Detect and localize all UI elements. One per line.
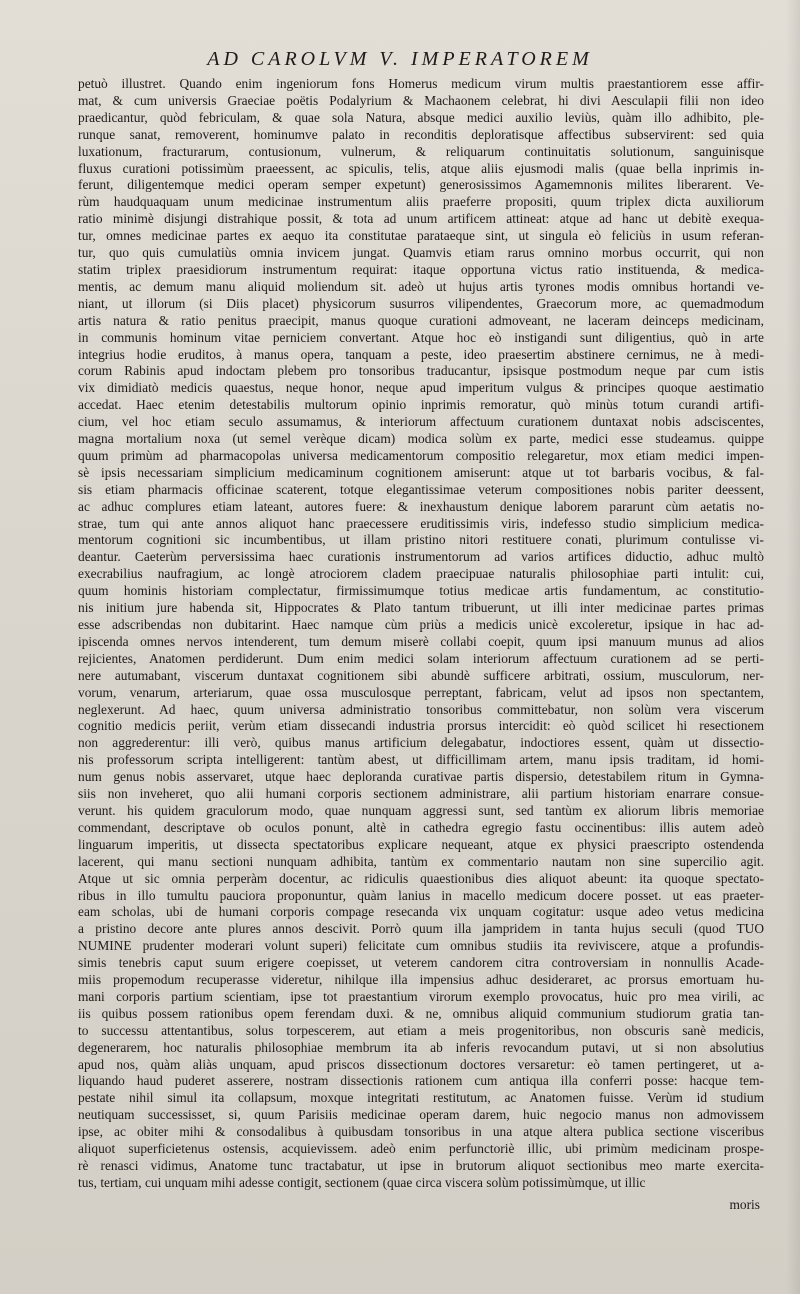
text-line: cognitio medicis periit, verùm etiam dissecandi industria prorsus intercidit: eò quòd scilicet hi resectionem (78, 718, 764, 734)
text-line: NUMINE prudenter moderari volunt superi) felicitate cum omnibus studiis ita reviviscere, atque a profundis- (78, 938, 764, 954)
text-line: praedicantur, quòd febriculam, & quae sola Natura, absque medici auxilio leviùs, quàm illo adhibito, ple- (78, 109, 764, 125)
text-line: ipse, ac obiter mihi & consodalibus à quibusdam tonsoribus in una atque altera publica sectione visceribus (78, 1124, 764, 1140)
text-line: ratio minimè disjungi distrahique possit, & tota ad unum artificem attineat: atque ad hanc ut debitè exequa- (78, 211, 764, 227)
text-line: aliquot superficietenus ostensis, acquievissem. adeò enim perfunctoriè illic, ubi primùm medicinam prospe- (78, 1141, 764, 1157)
text-line: magna mortalium noxa (ut semel verèque dicam) modica solùm ex parte, medici esse studeamus. quippe (78, 431, 764, 447)
text-line: verunt. his quidem graculorum modo, quae nunquam aggressi sunt, sed tantùm ex aliorum libris memoriae (78, 802, 764, 818)
text-line: lacerent, qui manu sectioni nunquam adhibita, tantùm ex commentario nautam non sine supercilio agit. (78, 853, 764, 869)
running-head: AD CAROLVM V. IMPERATOREM (207, 48, 593, 70)
text-line: nis professorum scripta intelligerent: tantùm abest, ut difficillimam artem, manu ipsis traditam, id homi- (78, 752, 764, 768)
text-line: vix dimidiatò medicis quaestus, neque honor, neque apud imperitum vulgus & principes quoque aestimatio (78, 380, 764, 396)
text-line: corum Rabinis apud indoctam plebem pro tonsoribus traducantur, ipsisque postmodum neque par cum istis (78, 363, 764, 379)
text-line: rùm haudquaquam unum medicinae instrumentum aliis praeferre propositi, quum triplex dicta auxiliorum (78, 194, 764, 210)
text-line: sis etiam pharmacis officinae scaterent, totque elegantissimae veterum compositiones nobis pariter deessent, (78, 481, 764, 497)
text-line: eam scholas, ubi de humani corporis compage resecanda vix unquam cogitatur: usque adeo vetus medicina (78, 904, 764, 920)
text-line: nis initium jure habenda sit, Hippocrates & Plato tantum tribuerunt, ut illi inter medicinae partes primas (78, 600, 764, 616)
text-line: mentis, ac demum manu aliquid moliendum sit. adeò ut hujus artis tyrones modis omnibus hortandi ve- (78, 278, 764, 294)
text-line: vorum, venarum, arteriarum, quae ossa musculosque perreptant, fabricam, velut ad ipsos non spectantem, (78, 684, 764, 700)
text-line: rè renasci vidimus, Anatome tunc tractabatur, ut ipse in brutorum aliquot sectionibus meo marte exercita- (78, 1158, 764, 1173)
text-line: tus, tertiam, cui unquam mihi adesse contigit, sectionem (quae circa viscera solùm potissimùmque, ut illic (78, 1174, 646, 1190)
text-line: linguarum imperitis, ut dissecta spectatoribus explicare nequeant, atque ex physici praescripto ostendenda (78, 836, 764, 852)
text-line: ribus in illo tumultu pauciora proponuntur, quàm lanius in macello medicum docere posset. ut eas praeter- (78, 887, 764, 903)
text-line: niant, ut illorum (si Diis placet) physicorum susurros vilipendentes, Graecorum more, ac quemadmodum (78, 295, 764, 311)
text-line: sè ipsis necessariam simplicium medicaminum cognitionem amiserunt: atque ut tot barbaris vocibus, & fal- (78, 464, 764, 480)
text-line: mentorum cognitioni sic incumbentibus, ut illam pristino nitori restituere conati, plurimum contulisse vi- (78, 532, 764, 548)
text-line: simis tenebris caput suum erigere coepisset, ut veterem candorem citra controversiam in nonnullis Acade- (78, 955, 764, 971)
text-line: miis propemodum recuperasse videretur, nihilque illa impensius adhuc desideraret, ac prorsus emortuam hu- (78, 972, 764, 988)
text-line: execrabilius naufragium, ac longè atrociorem cladem praecipuae naturalis philosophiae parti intulit: cui, (78, 566, 764, 582)
text-line: ferunt, diligentemque medici operam semper expetunt) generosissimos Agamemnonis milites liberarent. Ve- (78, 177, 764, 193)
text-line: artis natura & ratio penitus praecipit, manus quoque curationi admoveant, ne laceram deinceps medicinam, (78, 312, 764, 328)
text-line: a pristino decore ante plures annos descivit. Porrò quum illa jampridem in tanta hujus seculi (quod TUO (78, 921, 764, 937)
text-line: mani corporis partium scientiam, ipse tot praestantium virorum exemplo provocatus, huic pro mea virili, ac (78, 988, 764, 1004)
text-line: rejicientes, Anatomen perdiderunt. Dum enim medici solam interiorum affectuum curationem ad se perti- (78, 650, 764, 666)
text-line: cium, vel hoc etiam seculo assumamus, & interiorum affectuum curationem duntaxat nobis adsciscentes, (78, 414, 764, 430)
body-text (78, 76, 764, 1192)
text-line: fluxus curationi potissimùm praeessent, ac spiculis, telis, atque aliis ejusmodi malis (quae bella inprimis in- (78, 160, 764, 176)
text-line: strae, tum qui ante annos aliquot hanc praecessere eruditissimis viris, indefesso studio simplicium medica- (78, 515, 764, 531)
text-line: runque sanat, removerent, hominumve palato in reconditis deploratisque affectibus subservirent: sed quia (78, 126, 764, 142)
text-line: mat, & cum universis Graeciae poëtis Podalyrium & Machaonem celebrat, hi divi Aesculapii filii non ideo (78, 92, 764, 108)
text-line: liquando haud puderet asserere, nostram dissectionis rationem cum antiqua illa conferri posse: hacque tem- (78, 1073, 764, 1089)
text-line: tur, omnes medicinae partes ex aequo ita constitutae parataeque sint, ut singula eò feliciùs in usum referan- (78, 228, 764, 244)
text-line: esse adscribendas non dubitarint. Haec namque cùm priùs a medicis unicè excoleretur, ipsique in hac ad- (78, 617, 764, 632)
text-line: apud nos, quàm aliàs unquam, apud priscos dissectionum doctores versaretur: eò tamen pertingeret, ut a- (78, 1056, 764, 1072)
text-line: commendant, descriptave ob oculos ponunt, altè in cathedra egregio fastu occinentibus: illis autem adeò (78, 819, 764, 835)
text-line: num genus nobis asservaret, utque haec deploranda curativae partis dispersio, detestabilem ritum in Gymna- (78, 769, 764, 785)
text-line: ac adhuc complures etiam lateant, autores fuere: & inexhaustum denique laborem pararunt cùm aetatis no- (78, 498, 764, 514)
text-line: deantur. Caeterùm perversissima haec curationis instrumentorum ad varios artifices diductio, adhuc multò (78, 549, 764, 565)
text-line: pestate nihil simul ita collapsum, moxque integritati restitutum, ac Anatomen fuisse. Verùm id studium (78, 1090, 764, 1106)
text-line: neglexerunt. Ad haec, quum universa administratio tonsoribus committebatur, non solùm vera viscerum (78, 701, 764, 717)
page-edge-shadow (786, 0, 800, 1294)
text-line: ipiscenda omnes nervos intenderent, tum demum miserè collabi coepit, quum ipsi manuum munus ad alios (78, 633, 764, 649)
text-line: neutiquam successisset, si, quum Parisiis medicinae operam darem, huic negocio manus non admovissem (78, 1107, 764, 1123)
text-line: integrius hodie eruditos, à manus opera, tanquam a peste, ideo praesertim abstinere cernimus, ne à medi- (78, 346, 764, 362)
text-line: nere autumabant, viscerum duntaxat cognitionem sibi abundè sufficere arbitrati, ossium, musculorum, ner- (78, 667, 764, 683)
text-line: petuò illustret. Quando enim ingeniorum fons Homerus medicum virum multis praestantiorem esse affir- (78, 76, 764, 91)
text-line: statim triplex praesidiorum instrumentum requirat: itaque opportuna victus ratio instituenda, & medica- (78, 261, 764, 277)
text-line: to successu attentantibus, solus torpescerem, aut etiam a meis progenitoribus, non obscuris sanè medicis, (78, 1022, 764, 1038)
text-line: non aggrederentur: illi verò, quibus manus artificium delegabatur, indoctiores essent, quàm ut dissectio- (78, 735, 764, 751)
text-line: siis non inveheret, quo alii humani corporis sectionem administrare, alii partium historiam enarrare consue- (78, 786, 764, 802)
text-line: in communis hominum vitae perniciem convertant. Atque hoc eò instigandi sunt diligentius, quò in arte (78, 329, 764, 345)
text-line: degenerarem, hoc naturalis philosophiae membrum ita ab inferis revocandum putavi, ut si non absolutius (78, 1039, 764, 1055)
text-line: Atque ut sic omnia perperàm docentur, ac ridiculis quaestionibus dies aliquot abeunt: ita quoque spectato- (78, 870, 764, 886)
text-line: iis quibus possem rationibus opem ferendam duxi. & ne, omnibus aliquid communium studiorum gratia tan- (78, 1005, 764, 1021)
text-line: quum hominis historiam complectatur, firmissimumque totius medicae artis fundamentum, ac constitutio- (78, 583, 764, 599)
text-line: quum primùm ad pharmacopolas universa medicamentorum compositio relegaretur, mox etiam medici impen- (78, 447, 764, 463)
text-line: accedat. Haec etenim detestabilis multorum opinio inprimis remoratur, quò minùs totum curandi artifi- (78, 397, 764, 413)
text-line: tur, quo quis cumulatiùs omnia invicem jungat. Quamvis etiam rarus omnino morbus occurrit, qui non (78, 245, 764, 261)
text-line: luxationum, fracturarum, contusionum, vulnerum, & reliquarum continuitatis solutionum, sanguinisque (78, 143, 764, 159)
catchword: moris (729, 1197, 760, 1212)
